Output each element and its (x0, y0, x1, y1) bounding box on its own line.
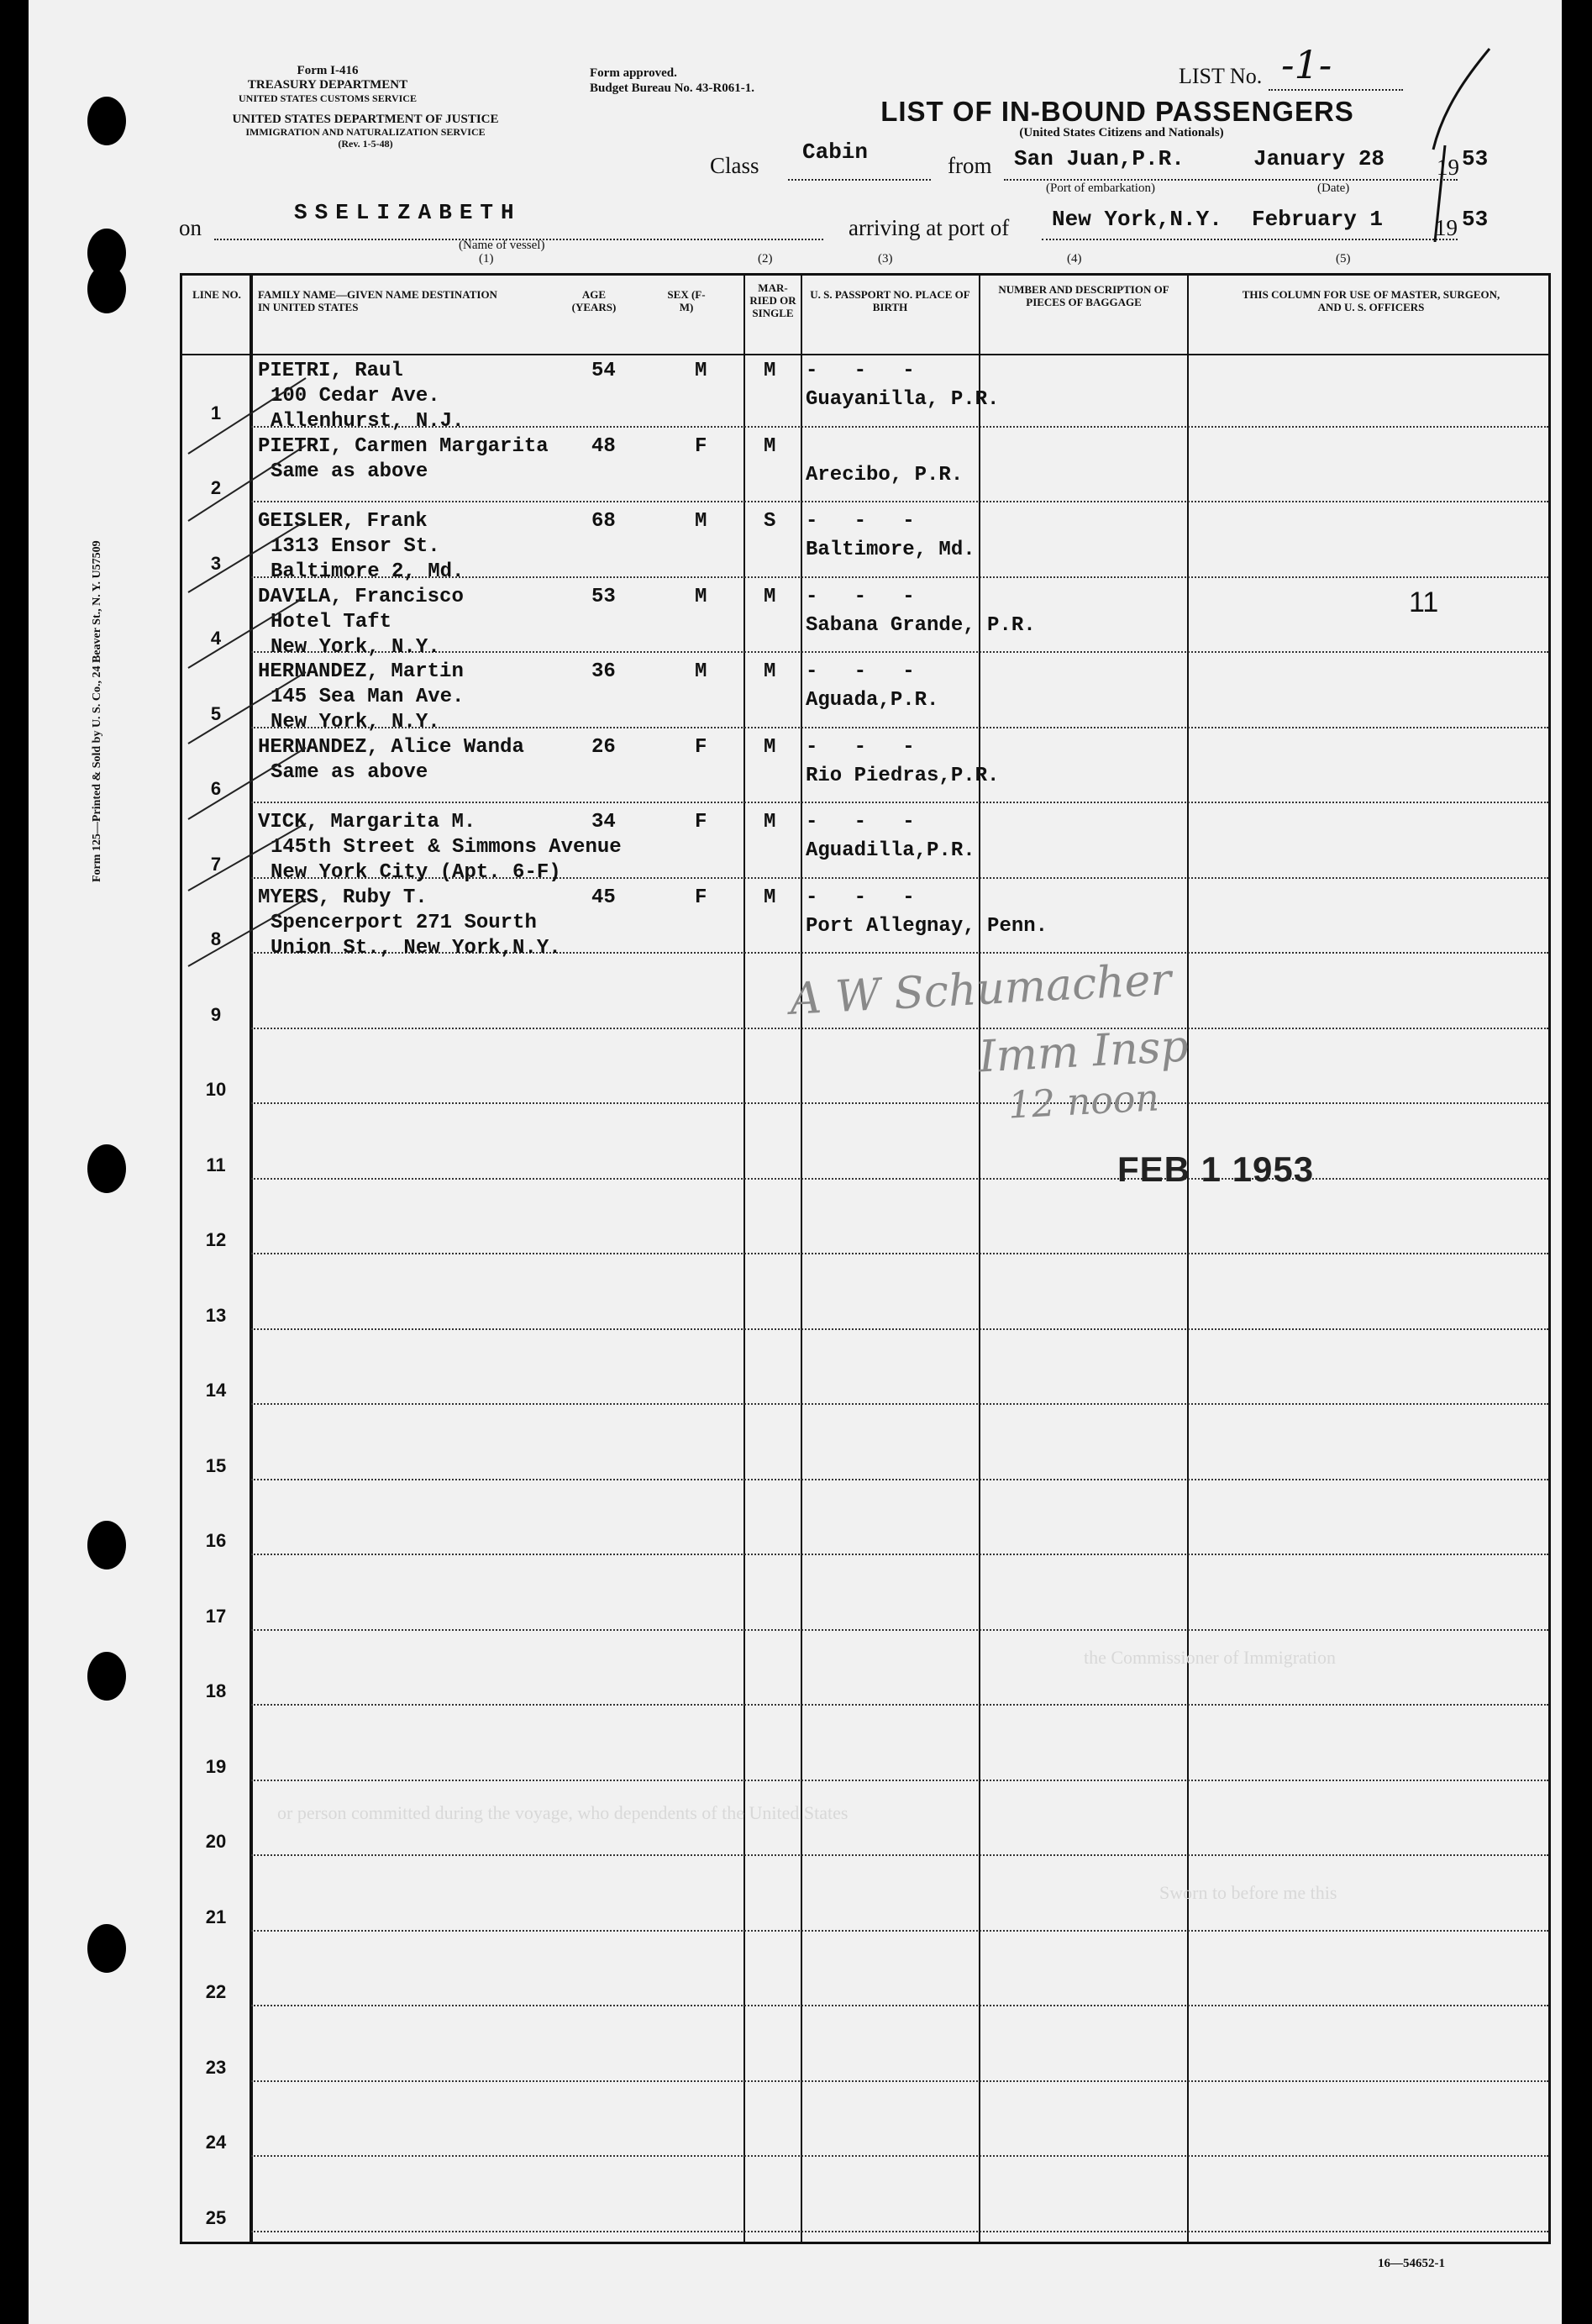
col-divider-baggage (979, 276, 980, 2242)
vessel-name: SSELIZABETH (294, 200, 522, 225)
class-line (788, 179, 931, 181)
row-rule (251, 1102, 1548, 1104)
list-no-label: LIST No. (1179, 64, 1263, 88)
bleed-through-text: the Commissioner of Immigration (1084, 1647, 1337, 1668)
row-rule (251, 1253, 1548, 1254)
row-rule (251, 1479, 1548, 1480)
passenger-married: M (764, 886, 776, 909)
row-rule (251, 1328, 1548, 1330)
date-stamp: FEB 1 1953 (1117, 1149, 1315, 1189)
line-number: 8 (210, 928, 222, 949)
row-rule (251, 2005, 1548, 2006)
line-number: 7 (210, 853, 222, 875)
line-number: 4 (210, 628, 222, 649)
col-num-5: (5) (1336, 252, 1351, 266)
passport-number: - - - (806, 510, 915, 533)
line-number: 25 (205, 2206, 227, 2228)
tally-mark (188, 899, 306, 966)
bleed-through-text: or person committed during the voyage, who dependents of the United States (277, 1802, 849, 1823)
inspector-title: Imm Insp (977, 1021, 1190, 1083)
port-embarkation: San Juan,P.R. (1014, 146, 1185, 171)
col-header-name: FAMILY NAME—GIVEN NAME DESTINATION IN UNITED STATES (258, 288, 497, 313)
col-divider-passport (801, 276, 802, 2242)
arrival-date: February 1 (1252, 207, 1384, 232)
punch-hole-4 (87, 1144, 126, 1193)
page-subtitle: (United States Citizens and Nationals) (1019, 126, 1224, 139)
passenger-name: GEISLER, Frank (258, 510, 428, 533)
passenger-address: Same as above (271, 760, 428, 784)
approval-block (590, 66, 754, 96)
passenger-age: 34 (591, 811, 616, 833)
tally-marks (180, 353, 348, 975)
line-number: 20 (205, 1831, 227, 1852)
line-number: 1 (210, 402, 222, 423)
line-number: 15 (205, 1454, 227, 1476)
col-header-married: MAR-RIED OR SINGLE (749, 281, 796, 319)
passenger-address: New York, N.Y. (271, 711, 440, 733)
line-number: 13 (205, 1304, 227, 1326)
from-label: from (948, 153, 992, 178)
class-value: Cabin (802, 139, 869, 165)
form-approved: Form approved. (590, 66, 677, 80)
tally-mark (188, 823, 306, 891)
row-rule (251, 2155, 1548, 2157)
list-no-line (1269, 89, 1403, 91)
row-rule (251, 1554, 1548, 1555)
passport-number: - - - (806, 660, 915, 683)
row-rule (251, 1629, 1548, 1631)
passenger-address: Hotel Taft (271, 610, 392, 634)
passenger-address: New York, N.Y. (271, 635, 440, 659)
on-label: on (179, 215, 202, 240)
birthplace: Aguada,P.R. (806, 689, 939, 712)
arrival-year-prefix: 19 (1435, 215, 1458, 240)
passenger-age: 53 (591, 585, 616, 608)
passenger-age: 54 (591, 360, 616, 382)
birthplace: Sabana Grande, P.R. (806, 613, 1036, 637)
from-line (1004, 179, 1458, 181)
punch-hole-5 (87, 1521, 126, 1569)
passenger-sex: F (695, 811, 707, 833)
line-number: 18 (205, 1680, 227, 1701)
birthplace: Aguadilla,P.R. (806, 839, 975, 862)
passport-number: - - - (806, 735, 915, 759)
customs-service: UNITED STATES CUSTOMS SERVICE (239, 92, 417, 104)
passenger-address: New York City (Apt. 6-F) (271, 861, 561, 884)
passenger-married: M (764, 660, 776, 683)
revision: (Rev. 1-5-48) (338, 138, 393, 150)
tally-mark (188, 748, 306, 819)
birthplace: Rio Piedras,P.R. (806, 764, 1000, 787)
birthplace: Arecibo, P.R. (806, 463, 964, 486)
line-number: 24 (205, 2132, 227, 2153)
row-rule (251, 1780, 1548, 1781)
passenger-address: Allenhurst, N.J. (271, 410, 465, 433)
embark-date: January 28 (1253, 146, 1385, 171)
tally-mark (188, 445, 306, 521)
passport-number: - - - (806, 811, 915, 833)
col-header-age: AGE (YEARS) (571, 288, 617, 313)
port-embark-caption: (Port of embarkation) (1046, 181, 1155, 195)
line-number: 14 (205, 1380, 227, 1401)
passenger-married: M (764, 434, 776, 458)
footer-code: 16—54652-1 (1378, 2257, 1445, 2270)
passenger-sex: F (695, 886, 707, 909)
tally-mark (188, 378, 306, 454)
justice-dept: UNITED STATES DEPARTMENT OF JUSTICE (232, 113, 499, 126)
col-header-passport: U. S. PASSPORT NO. PLACE OF BIRTH (810, 288, 970, 313)
passenger-married: M (764, 735, 776, 759)
row-rule (251, 1854, 1548, 1856)
passenger-sex: M (695, 510, 707, 533)
line-number: 11 (206, 1154, 226, 1175)
line-number: 22 (205, 1981, 227, 2002)
passport-number: - - - (806, 360, 915, 382)
birthplace: Baltimore, Md. (806, 539, 975, 561)
col-num-4: (4) (1067, 252, 1082, 266)
inspection-time: 12 noon (1006, 1076, 1160, 1128)
tally-mark (188, 521, 306, 592)
birthplace: Port Allegnay, Penn. (806, 914, 1048, 938)
class-label: Class (710, 153, 759, 178)
budget-bureau: Budget Bureau No. 43-R061-1. (590, 81, 754, 95)
passenger-sex: F (695, 434, 707, 458)
row-rule (251, 802, 1548, 803)
row-rule (251, 2231, 1548, 2232)
date-year-prefix: 19 (1437, 155, 1459, 180)
passenger-address: Baltimore 2, Md. (271, 560, 465, 583)
row-rule (251, 1930, 1548, 1932)
col-header-sex: SEX (F-M) (667, 288, 706, 313)
line-number: 6 (210, 778, 222, 799)
passenger-name: PIETRI, Raul (258, 360, 403, 382)
header-rule (182, 354, 1548, 355)
arrival-port: New York,N.Y. (1052, 207, 1222, 232)
birthplace: Guayanilla, P.R. (806, 388, 1000, 411)
ins-service: IMMIGRATION AND NATURALIZATION SERVICE (245, 126, 486, 139)
line-number: 10 (205, 1079, 227, 1100)
line-number: 17 (205, 1605, 227, 1627)
tally-mark (188, 597, 306, 668)
passport-number: - - - (806, 585, 915, 608)
passenger-age: 68 (591, 510, 616, 533)
passenger-name: DAVILA, Francisco (258, 585, 464, 608)
punch-hole-1 (87, 97, 126, 145)
line-number: 3 (210, 552, 222, 574)
passenger-name: HERNANDEZ, Alice Wanda (258, 735, 524, 759)
passenger-address: 145th Street & Simmons Avenue (271, 836, 622, 859)
col-num-2: (2) (758, 252, 773, 266)
punch-hole-7 (87, 1924, 126, 1973)
tally-mark (188, 672, 306, 744)
passenger-address: Union St., New York,N.Y. (271, 936, 561, 960)
passenger-sex: F (695, 735, 707, 759)
passenger-name: PIETRI, Carmen Margarita (258, 434, 549, 458)
line-number: 16 (205, 1530, 227, 1551)
col-num-3: (3) (878, 252, 893, 266)
col-header-line-no: LINE NO. (192, 288, 241, 301)
passenger-address: Same as above (271, 460, 428, 483)
form-number: Form I-416 (297, 64, 359, 77)
line-number: 9 (210, 1003, 222, 1025)
passenger-name: VICK, Margarita M. (258, 811, 476, 833)
col-divider-officers (1187, 276, 1189, 2242)
row-rule (251, 651, 1548, 653)
col-divider-married (743, 276, 745, 2242)
row-rule (251, 1178, 1548, 1180)
col-header-baggage: NUMBER AND DESCRIPTION OF PIECES OF BAGGAGE (998, 283, 1169, 308)
line-number: 12 (205, 1229, 227, 1250)
passenger-age: 36 (591, 660, 616, 683)
row-rule (251, 1403, 1548, 1405)
passenger-address: 145 Sea Man Ave. (271, 686, 465, 708)
line-number: 19 (205, 1755, 227, 1777)
line-number: 5 (210, 702, 222, 724)
passenger-married: M (764, 585, 776, 608)
row-rule (251, 1028, 1548, 1029)
passport-number: - - - (806, 886, 915, 909)
row-rule (251, 2080, 1548, 2082)
justice-block (172, 113, 559, 150)
officer-note: 11 (1409, 586, 1439, 618)
passenger-name: MYERS, Ruby T. (258, 886, 428, 909)
printer-imprint: Form 125—Printed & Sold by U. S. Co., 24 Beaver St., N. Y. U57509 (91, 540, 103, 882)
list-no-value: -1- (1281, 42, 1332, 87)
vessel-caption: (Name of vessel) (459, 239, 545, 252)
arriving-label: arriving at port of (849, 215, 1010, 240)
date-caption: (Date) (1317, 181, 1350, 195)
passenger-sex: M (695, 585, 707, 608)
passenger-married: M (764, 360, 776, 382)
row-rule (251, 727, 1548, 728)
row-rule (251, 1704, 1548, 1706)
date-year-suffix: 53 (1462, 146, 1489, 171)
passenger-sex: M (695, 660, 707, 683)
inspector-signature: A W Schumacher (788, 954, 1173, 1025)
passenger-address: Spencerport 271 Sourth (271, 911, 537, 934)
line-number: 23 (205, 2056, 227, 2078)
passenger-address: 100 Cedar Ave. (271, 385, 440, 407)
row-rule (251, 501, 1548, 502)
page-title: LIST OF IN-BOUND PASSENGERS (880, 96, 1354, 127)
line-number: 21 (205, 1906, 227, 1927)
passenger-age: 45 (591, 886, 616, 909)
passenger-age: 48 (591, 434, 616, 458)
col-header-officers: THIS COLUMN FOR USE OF MASTER, SURGEON, AND U. S. OFFICERS (1242, 288, 1500, 313)
bleed-through-text: Sworn to before me this (1159, 1882, 1337, 1903)
passenger-married: S (764, 510, 776, 533)
form-id-block (223, 64, 433, 104)
arrival-year-suffix: 53 (1462, 207, 1489, 232)
punch-hole-3 (87, 265, 126, 313)
passenger-married: M (764, 811, 776, 833)
arrival-line (1042, 239, 1458, 240)
passenger-name: HERNANDEZ, Martin (258, 660, 464, 683)
passenger-table (180, 273, 1551, 2244)
passenger-age: 26 (591, 735, 616, 759)
passenger-address: 1313 Ensor St. (271, 535, 440, 558)
treasury-dept: TREASURY DEPARTMENT (247, 78, 408, 92)
col-num-1: (1) (479, 252, 494, 266)
punch-hole-6 (87, 1652, 126, 1701)
passenger-sex: M (695, 360, 707, 382)
line-number: 2 (210, 477, 222, 498)
